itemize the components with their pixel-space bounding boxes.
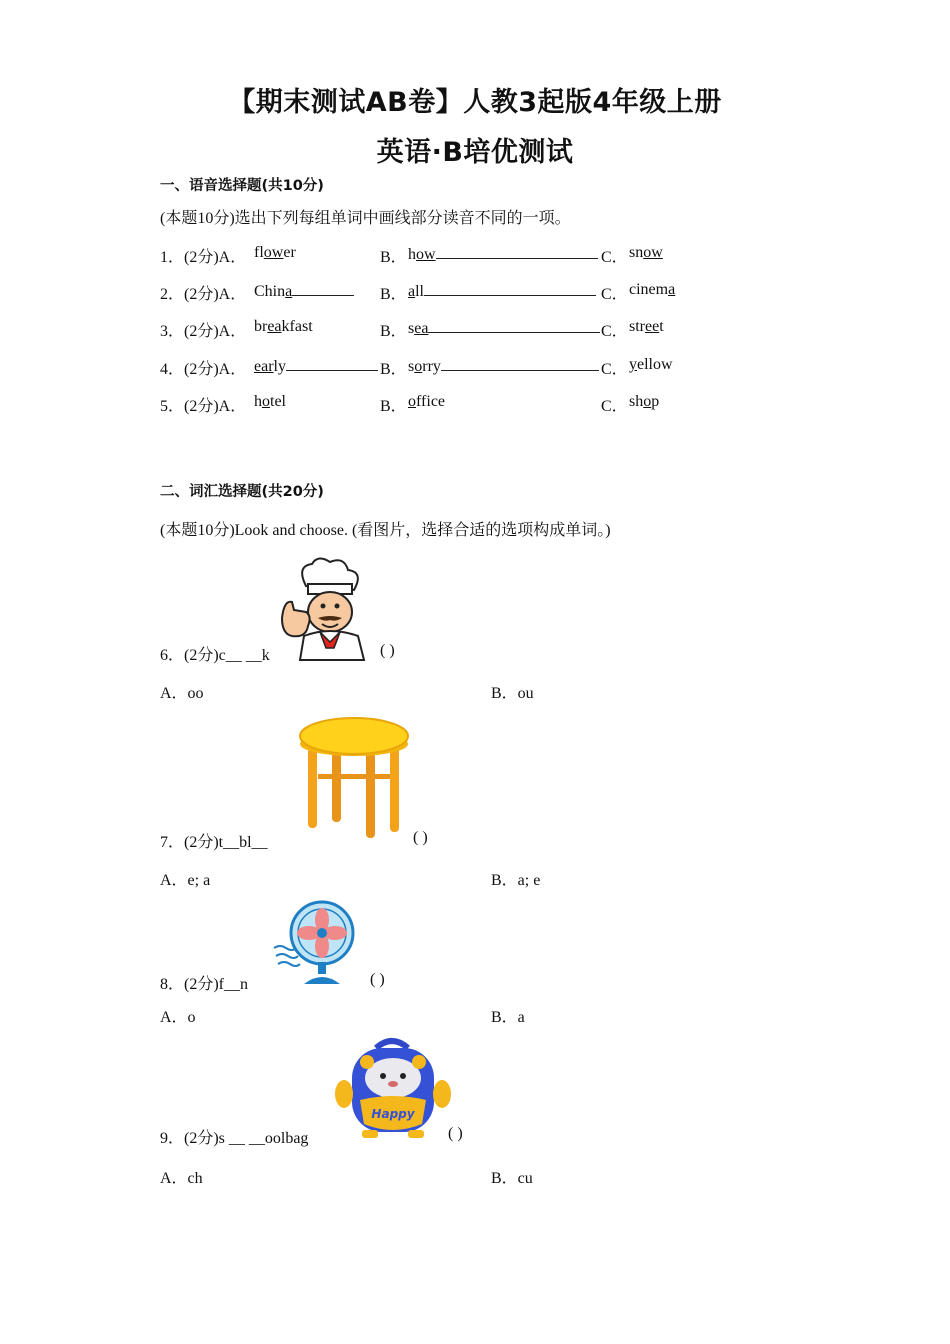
section1-instruction: (本题10分)选出下列每组单词中画线部分读音不同的一项。 [160, 210, 571, 227]
underline-blank [436, 244, 598, 259]
question-number: 5．(2分)A． [160, 398, 247, 415]
option-b-word[interactable] [408, 281, 596, 301]
option-b-word[interactable] [408, 244, 598, 264]
word-part-mid: ow [643, 244, 663, 261]
option-c-word[interactable] [629, 244, 663, 262]
question-number: 2．(2分)A． [160, 286, 247, 303]
phonics-question-row [160, 318, 800, 340]
word-part-mid: ee [645, 318, 660, 335]
question-9-option-a[interactable]: A．ch [160, 1170, 203, 1187]
option-b-label: B． [380, 249, 407, 266]
word-part-mid: ea [414, 320, 429, 337]
option-b-label: B． [380, 361, 407, 378]
chef-image [278, 556, 370, 660]
word-part-pre: sn [629, 244, 644, 261]
word-part-post: kfast [281, 318, 313, 335]
question-8-option-b[interactable]: B．a [491, 1009, 525, 1026]
option-c-word[interactable] [629, 356, 673, 374]
phonics-question-row [160, 244, 800, 266]
question-7-option-b[interactable]: B．a; e [491, 872, 541, 889]
section1-heading: 一、语音选择题(共10分) [160, 178, 324, 194]
question-number: 4．(2分)A． [160, 361, 247, 378]
word-part-mid: o [414, 358, 423, 375]
option-c-label: C． [601, 398, 628, 415]
underline-blank [441, 356, 599, 371]
phonics-question-row [160, 281, 800, 303]
question-8-option-a[interactable]: A．o [160, 1009, 196, 1026]
word-part-mid: o [408, 393, 416, 410]
underline-blank [428, 318, 600, 333]
option-b-word[interactable] [408, 393, 445, 411]
word-part-pre: sh [629, 393, 644, 410]
word-part-post: tel [270, 393, 286, 410]
question-6-answer-blank[interactable]: ( ) [380, 642, 395, 659]
question-8-answer-blank[interactable]: ( ) [370, 971, 385, 988]
fan-image [272, 900, 362, 986]
option-c-label: C． [601, 286, 628, 303]
question-7-answer-blank[interactable]: ( ) [413, 829, 428, 846]
word-part-post: ffice [416, 393, 446, 410]
bag-label: Happy [371, 1107, 415, 1121]
option-b-label: B． [380, 286, 407, 303]
section2-heading: 二、词汇选择题(共20分) [160, 484, 324, 500]
option-b-word[interactable] [408, 356, 599, 376]
word-part-post: ly [273, 358, 286, 375]
page-title: 【期末测试AB卷】人教3起版4年级上册 [228, 87, 722, 118]
word-part-mid: ow [263, 244, 284, 261]
option-c-word[interactable] [629, 318, 664, 336]
question-7-stem: 7．(2分)t__bl__ [160, 834, 268, 851]
option-c-label: C． [601, 361, 628, 378]
option-c-label: C． [601, 323, 628, 340]
word-part-mid: a [668, 281, 676, 298]
section2-instruction: (本题10分)Look and choose. (看图片，选择合适的选项构成单词。) [160, 522, 611, 539]
question-number: 3．(2分)A． [160, 323, 247, 340]
underline-blank [286, 356, 378, 371]
word-part-pre: s [408, 358, 415, 375]
word-part-pre: s [408, 320, 415, 337]
word-part-pre: str [629, 318, 645, 335]
word-part-post: er [283, 244, 296, 261]
word-part-mid: ea [267, 318, 282, 335]
option-a-word[interactable] [254, 281, 354, 301]
option-c-word[interactable] [629, 281, 675, 299]
word-part-pre: h [254, 393, 262, 410]
option-a-word[interactable] [254, 244, 296, 262]
word-part-pre: br [254, 318, 268, 335]
phonics-question-row [160, 393, 800, 415]
word-part-post: p [651, 393, 660, 410]
question-6-option-b[interactable]: B．ou [491, 685, 534, 702]
schoolbag-image [334, 1038, 452, 1140]
word-part-mid: a [285, 283, 293, 300]
option-a-word[interactable] [254, 356, 378, 376]
question-9-answer-blank[interactable]: ( ) [448, 1125, 463, 1142]
word-part-pre: fl [254, 244, 264, 261]
underline-blank [424, 281, 596, 296]
question-6-stem: 6．(2分)c__ __k [160, 647, 270, 664]
question-9-stem: 9．(2分)s __ __oolbag [160, 1130, 309, 1147]
word-part-mid: o [643, 393, 652, 410]
question-9-option-b[interactable]: B．cu [491, 1170, 533, 1187]
underline-blank [292, 281, 354, 296]
word-part-mid: a [408, 283, 416, 300]
question-7-option-a[interactable]: A．e; a [160, 872, 211, 889]
question-8-stem: 8．(2分)f__n [160, 976, 248, 993]
option-c-label: C． [601, 249, 628, 266]
word-part-mid: o [262, 393, 270, 410]
word-part-mid: ear [254, 358, 274, 375]
word-part-mid: y [629, 356, 637, 373]
word-part-mid: ow [416, 246, 436, 263]
option-b-label: B． [380, 323, 407, 340]
word-part-pre: cinem [629, 281, 669, 298]
table-image [298, 714, 410, 840]
option-a-word[interactable] [254, 393, 286, 411]
question-6-option-a[interactable]: A．oo [160, 685, 204, 702]
word-part-post: ellow [637, 356, 673, 373]
word-part-pre: Chin [254, 283, 286, 300]
word-part-post: t [659, 318, 664, 335]
word-part-post: ll [415, 283, 424, 300]
page-subtitle: 英语·B培优测试 [376, 137, 574, 168]
question-number: 1．(2分)A． [160, 249, 247, 266]
word-part-post: rry [422, 358, 441, 375]
option-c-word[interactable] [629, 393, 659, 411]
word-part-pre: h [408, 246, 416, 263]
option-b-label: B． [380, 398, 407, 415]
option-a-word[interactable] [254, 318, 313, 336]
option-b-word[interactable] [408, 318, 600, 338]
phonics-question-row [160, 356, 800, 378]
